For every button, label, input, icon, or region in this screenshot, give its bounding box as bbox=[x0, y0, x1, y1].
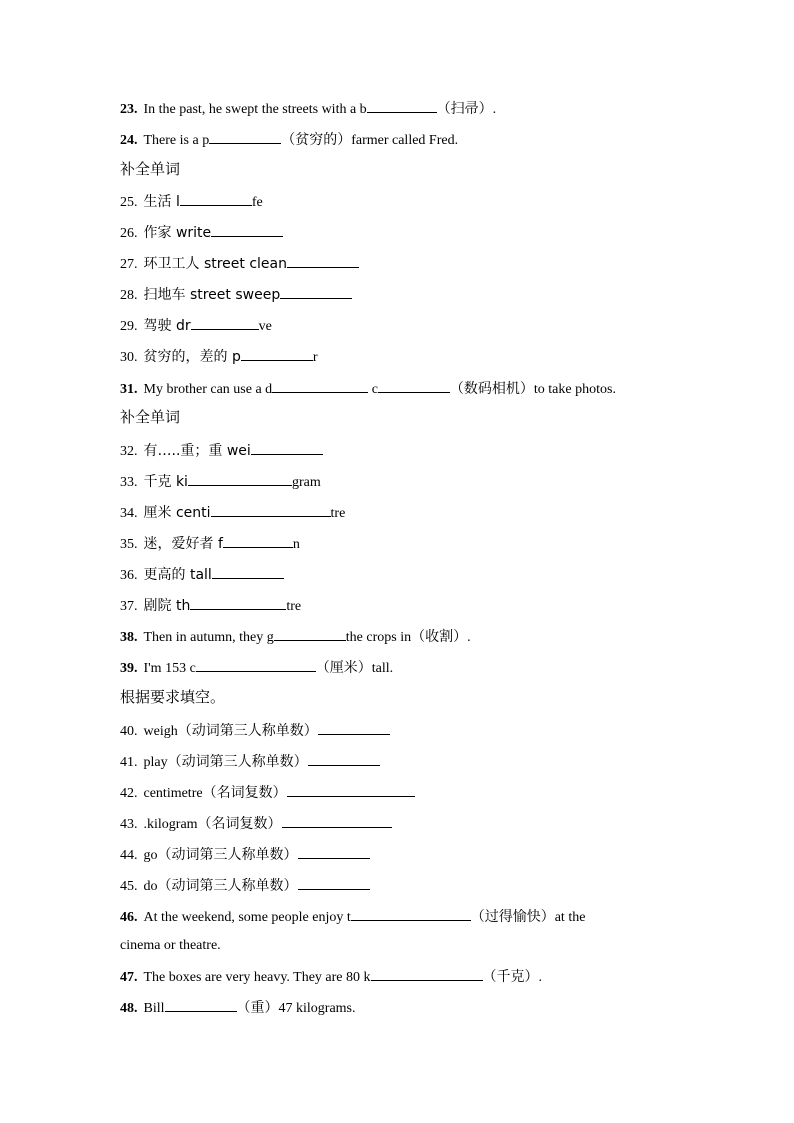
question-text: r bbox=[312, 350, 318, 365]
question-text: （名词复数） bbox=[202, 785, 287, 801]
question-text: centimetre bbox=[143, 786, 203, 801]
question-text: 扫地车 street sweep bbox=[143, 287, 281, 303]
question-41 bbox=[120, 750, 380, 773]
question-text: play bbox=[143, 755, 168, 770]
question-text: 贫穷的，差的 p bbox=[143, 349, 241, 365]
answer-blank[interactable] bbox=[223, 532, 293, 548]
question-number: 34. bbox=[120, 506, 138, 521]
question-text: （收割） bbox=[411, 629, 468, 645]
question-text: （数码相机） bbox=[449, 381, 534, 397]
question-31 bbox=[120, 377, 616, 400]
question-text: In the past, he swept the streets with a b bbox=[143, 102, 367, 117]
question-text: 生活 l bbox=[143, 194, 180, 210]
question-text: . bbox=[538, 970, 543, 985]
answer-blank[interactable] bbox=[287, 252, 359, 268]
answer-blank[interactable] bbox=[287, 781, 415, 797]
question-42 bbox=[120, 781, 415, 804]
question-text: （扫帚） bbox=[436, 101, 493, 117]
question-text: 47 kilograms. bbox=[278, 1001, 356, 1016]
answer-blank[interactable] bbox=[280, 283, 352, 299]
question-text: do bbox=[143, 879, 158, 894]
question-number: 48. bbox=[120, 1001, 138, 1016]
answer-blank[interactable] bbox=[180, 190, 252, 206]
question-number: 40. bbox=[120, 724, 138, 739]
question-number: 25. bbox=[120, 195, 138, 210]
question-number: 27. bbox=[120, 257, 138, 272]
question-number: 45. bbox=[120, 879, 138, 894]
question-text: farmer called Fred. bbox=[351, 133, 459, 148]
question-text: . bbox=[467, 630, 471, 645]
answer-blank[interactable] bbox=[196, 656, 316, 672]
answer-blank[interactable] bbox=[318, 719, 390, 735]
question-number: 31. bbox=[120, 382, 138, 397]
answer-blank[interactable] bbox=[191, 314, 259, 330]
question-number: 24. bbox=[120, 133, 138, 148]
question-number: 35. bbox=[120, 537, 138, 552]
question-30 bbox=[120, 345, 318, 368]
question-24 bbox=[120, 128, 458, 151]
question-33 bbox=[120, 470, 321, 493]
question-26 bbox=[120, 221, 283, 244]
question-text: Then in autumn, they g bbox=[143, 630, 274, 645]
question-45 bbox=[120, 874, 370, 897]
answer-blank[interactable] bbox=[308, 750, 380, 766]
question-40 bbox=[120, 719, 390, 742]
question-text: ve bbox=[258, 319, 272, 334]
question-46 bbox=[120, 905, 585, 928]
answer-blank[interactable] bbox=[298, 843, 370, 859]
question-text: （名词复数） bbox=[197, 816, 282, 832]
question-text: weigh bbox=[143, 724, 178, 739]
question-text: （动词第三人称单数） bbox=[167, 754, 308, 770]
question-text: 迷，爱好者 f bbox=[143, 536, 223, 552]
answer-blank[interactable] bbox=[165, 996, 237, 1012]
question-number: 38. bbox=[120, 630, 138, 645]
question-text: 作家 write bbox=[143, 225, 212, 241]
question-number: 42. bbox=[120, 786, 138, 801]
question-number: 29. bbox=[120, 319, 138, 334]
question-text: （动词第三人称单数） bbox=[177, 723, 318, 739]
question-text: （过得愉快） bbox=[470, 909, 555, 925]
question-text: 驾驶 dr bbox=[143, 318, 191, 334]
question-text: （重） bbox=[236, 1000, 279, 1016]
answer-blank[interactable] bbox=[272, 377, 368, 393]
answer-blank[interactable] bbox=[282, 812, 392, 828]
question-text: （厘米） bbox=[315, 660, 372, 676]
question-text: （动词第三人称单数） bbox=[157, 878, 298, 894]
question-32 bbox=[120, 439, 323, 462]
question-23 bbox=[120, 97, 496, 120]
question-number: 30. bbox=[120, 350, 138, 365]
question-number: 47. bbox=[120, 970, 138, 985]
question-text: 剧院 th bbox=[143, 598, 191, 614]
question-number: 32. bbox=[120, 444, 138, 459]
question-text: . bbox=[492, 102, 497, 117]
question-text: At the weekend, some people enjoy t bbox=[143, 910, 351, 925]
question-text: fe bbox=[251, 195, 263, 210]
question-text: at the bbox=[554, 910, 586, 925]
question-text: Bill bbox=[143, 1001, 165, 1016]
section-heading: 补全单词 bbox=[120, 160, 181, 178]
question-text: 千克 ki bbox=[143, 474, 188, 490]
question-28 bbox=[120, 283, 352, 306]
answer-blank[interactable] bbox=[188, 470, 292, 486]
question-text: go bbox=[143, 848, 158, 863]
question-number: 28. bbox=[120, 288, 138, 303]
question-number: 23. bbox=[120, 102, 138, 117]
question-43 bbox=[120, 812, 392, 835]
question-number: 33. bbox=[120, 475, 138, 490]
question-number: 46. bbox=[120, 910, 138, 925]
answer-blank[interactable] bbox=[351, 905, 471, 921]
question-number: 26. bbox=[120, 226, 138, 241]
answer-blank[interactable] bbox=[378, 377, 450, 393]
question-text: .kilogram bbox=[143, 817, 198, 832]
question-34 bbox=[120, 501, 345, 524]
answer-blank[interactable] bbox=[209, 128, 281, 144]
question-text: I'm 153 c bbox=[143, 661, 196, 676]
question-continuation: cinema or theatre. bbox=[120, 938, 221, 953]
question-25 bbox=[120, 190, 263, 213]
answer-blank[interactable] bbox=[251, 439, 323, 455]
question-text: 有…..重；重 wei bbox=[143, 443, 251, 459]
question-text: （千克） bbox=[482, 969, 539, 985]
question-39 bbox=[120, 656, 393, 679]
question-text: 环卫工人 street clean bbox=[143, 256, 287, 272]
question-text: My brother can use a d bbox=[143, 382, 273, 397]
question-text: c bbox=[368, 382, 378, 397]
answer-blank[interactable] bbox=[274, 625, 346, 641]
question-number: 36. bbox=[120, 568, 138, 583]
question-text: 更高的 tall bbox=[143, 567, 212, 583]
question-text: to take photos. bbox=[533, 382, 616, 397]
question-number: 37. bbox=[120, 599, 138, 614]
question-text: There is a p bbox=[143, 133, 210, 148]
question-text: gram bbox=[291, 475, 321, 490]
answer-blank[interactable] bbox=[190, 594, 286, 610]
question-48 bbox=[120, 996, 356, 1019]
question-text: tre bbox=[286, 599, 302, 614]
question-text: The boxes are very heavy. They are 80 k bbox=[143, 970, 371, 985]
section-heading: 根据要求填空。 bbox=[120, 688, 226, 706]
question-text: tall. bbox=[371, 661, 394, 676]
question-36 bbox=[120, 563, 284, 586]
answer-blank[interactable] bbox=[241, 345, 313, 361]
question-text: （动词第三人称单数） bbox=[157, 847, 298, 863]
question-number: 39. bbox=[120, 661, 138, 676]
question-47 bbox=[120, 965, 542, 988]
question-29 bbox=[120, 314, 272, 337]
question-text: the crops in bbox=[345, 630, 412, 645]
question-44 bbox=[120, 843, 370, 866]
question-35 bbox=[120, 532, 300, 555]
question-number: 44. bbox=[120, 848, 138, 863]
answer-blank[interactable] bbox=[371, 965, 483, 981]
question-text: n bbox=[292, 537, 300, 552]
answer-blank[interactable] bbox=[211, 501, 331, 517]
question-text: tre bbox=[330, 506, 346, 521]
question-37 bbox=[120, 594, 301, 617]
question-27 bbox=[120, 252, 359, 275]
section-heading: 补全单词 bbox=[120, 408, 181, 426]
question-text: （贫穷的） bbox=[281, 132, 352, 148]
answer-blank[interactable] bbox=[367, 97, 437, 113]
question-number: 41. bbox=[120, 755, 138, 770]
question-number: 43. bbox=[120, 817, 138, 832]
answer-blank[interactable] bbox=[211, 221, 283, 237]
answer-blank[interactable] bbox=[298, 874, 370, 890]
answer-blank[interactable] bbox=[212, 563, 284, 579]
question-text: 厘米 centi bbox=[143, 505, 211, 521]
question-38 bbox=[120, 625, 471, 648]
